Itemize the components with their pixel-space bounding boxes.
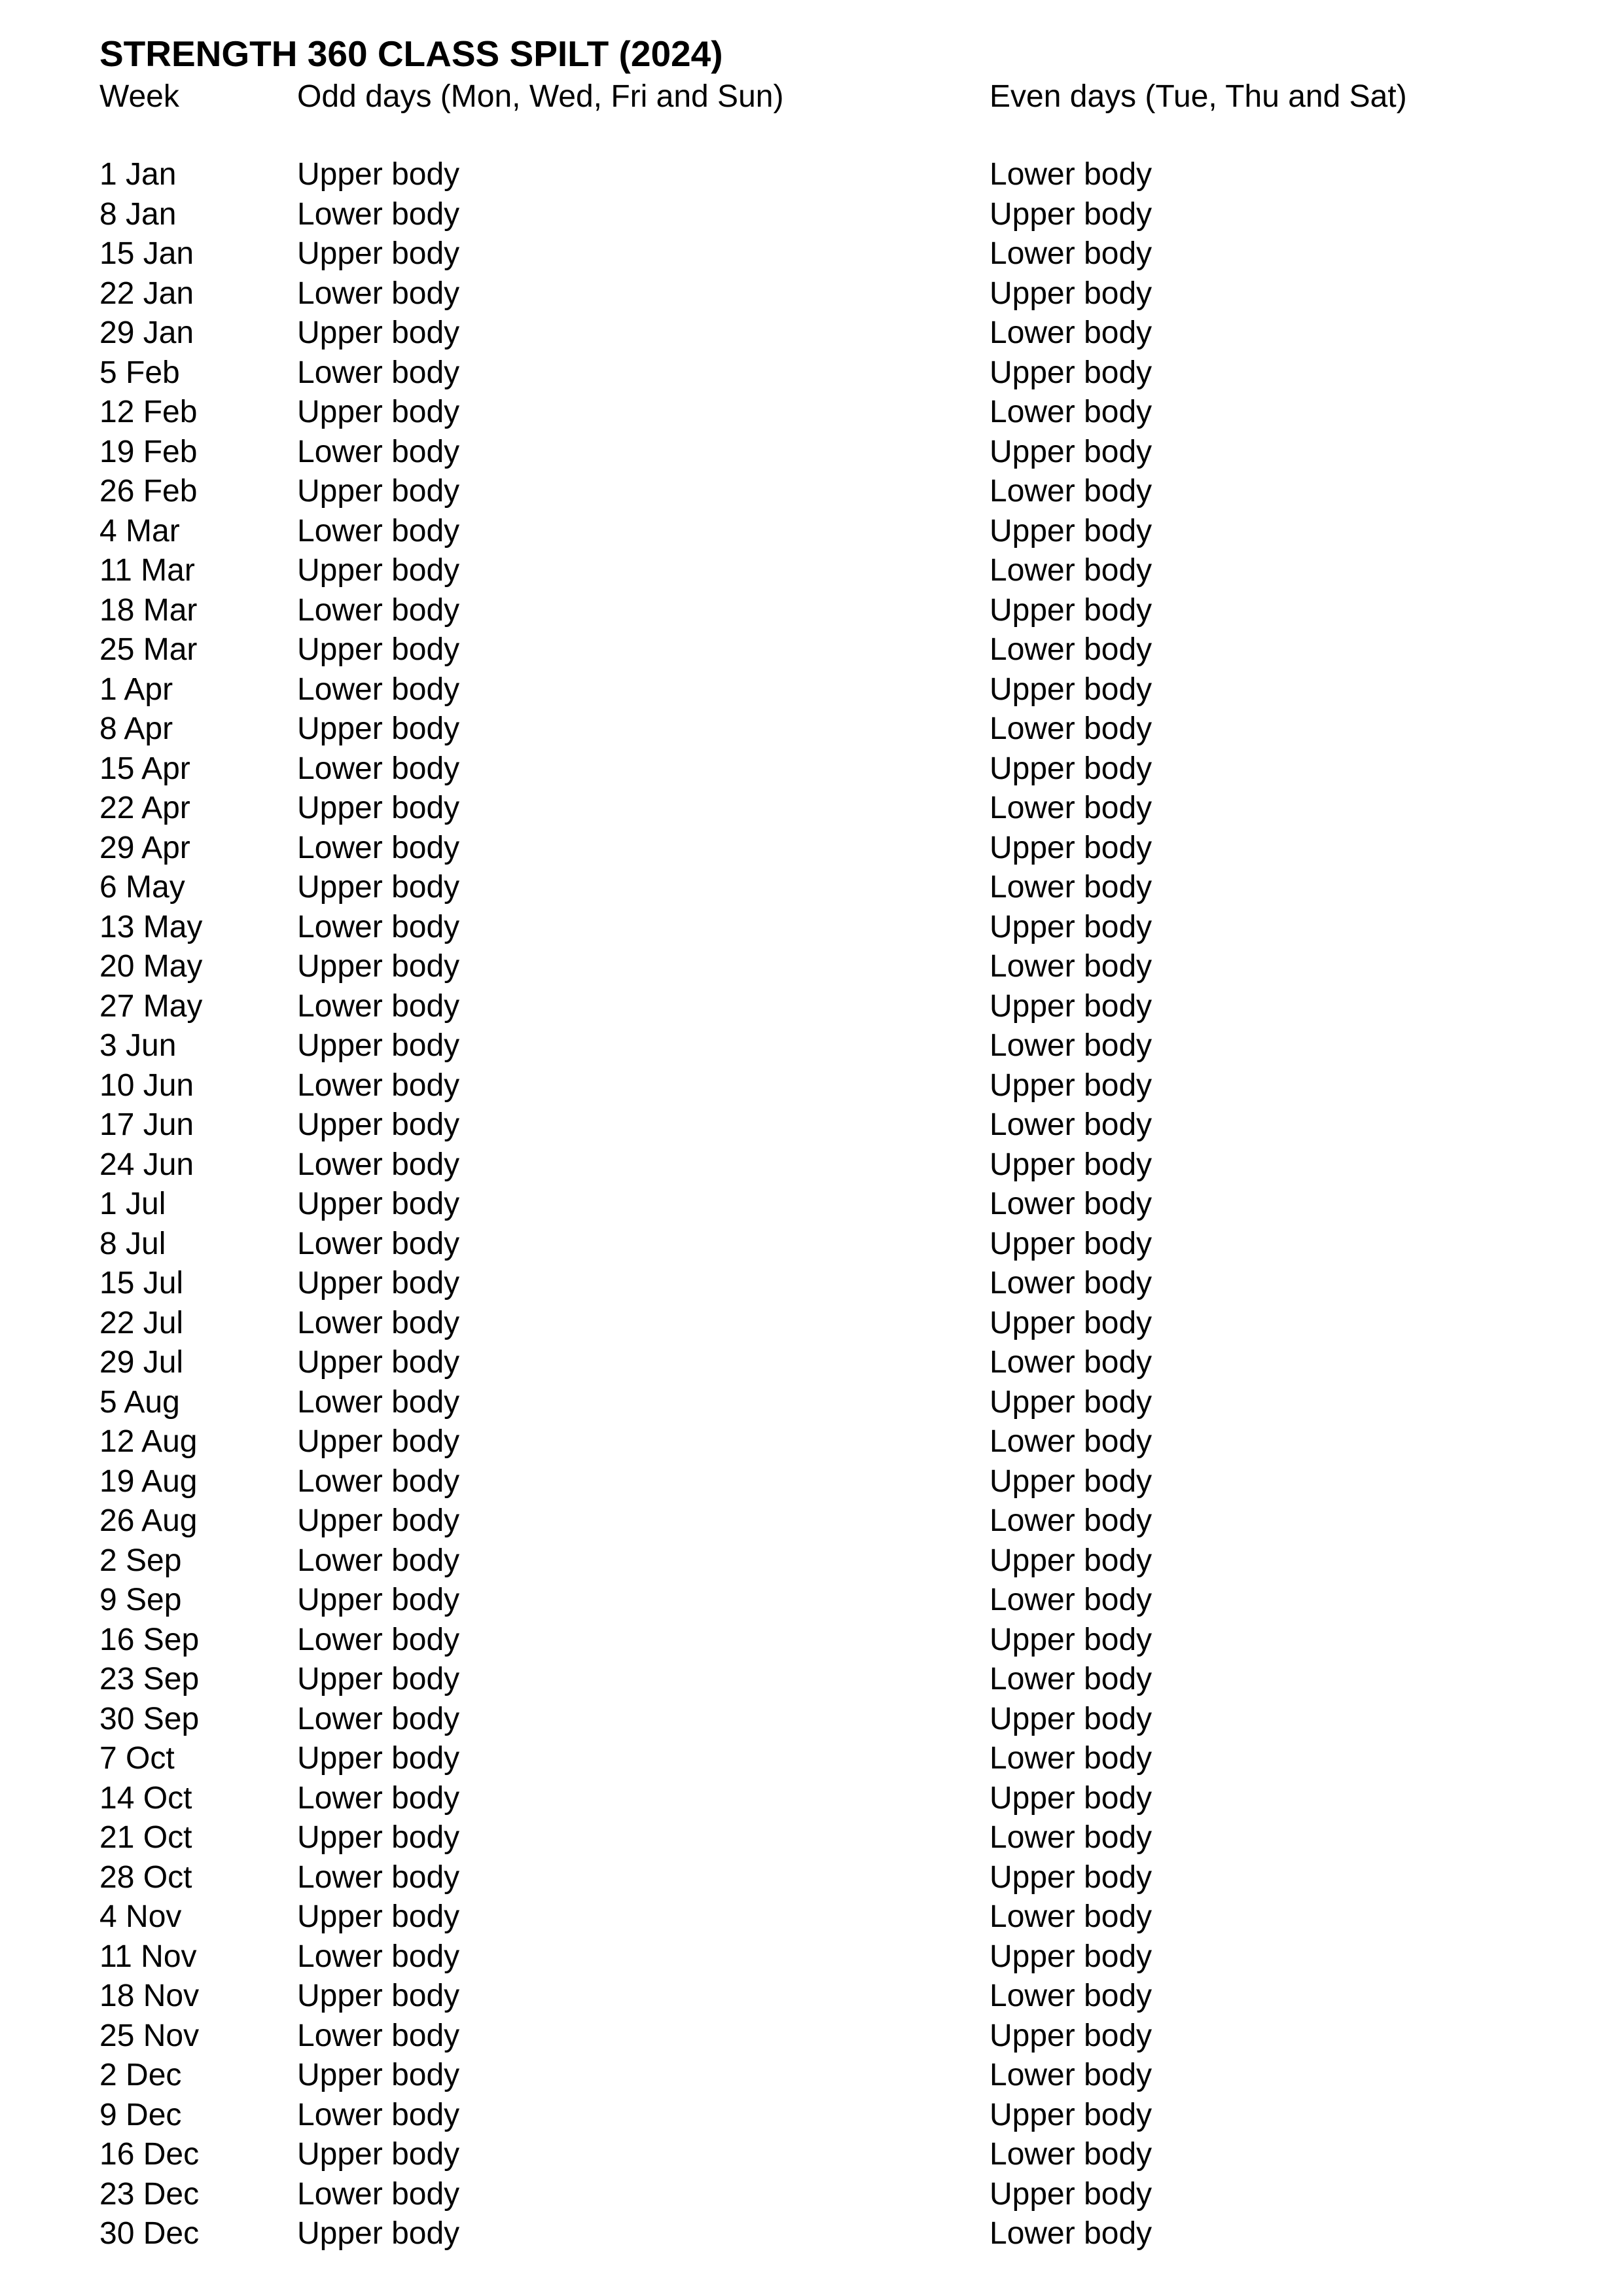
even-days-cell: Lower body <box>990 1741 1152 1776</box>
odd-days-cell: Upper body <box>297 395 460 429</box>
table-row <box>0 2017 1623 2056</box>
odd-days-cell: Upper body <box>297 157 460 192</box>
table-row <box>0 1066 1623 1106</box>
odd-days-cell: Upper body <box>297 1820 460 1855</box>
even-days-cell: Upper body <box>990 592 1152 628</box>
table-row <box>0 393 1623 433</box>
table-row <box>0 1700 1623 1740</box>
odd-days-cell: Lower body <box>297 672 460 707</box>
week-cell: 8 Apr <box>99 711 173 746</box>
week-cell: 2 Sep <box>99 1543 182 1578</box>
even-days-cell: Lower body <box>990 236 1152 271</box>
table-row <box>0 947 1623 987</box>
even-days-cell: Upper body <box>990 909 1152 944</box>
odd-days-cell: Lower body <box>297 2018 460 2053</box>
week-cell: 8 Jan <box>99 196 177 232</box>
schedule-table-body <box>0 155 1623 2254</box>
week-cell: 27 May <box>99 988 203 1024</box>
even-days-cell: Upper body <box>990 513 1152 548</box>
odd-days-cell: Lower body <box>297 2176 460 2212</box>
odd-days-cell: Lower body <box>297 1067 460 1103</box>
table-row <box>0 1462 1623 1502</box>
odd-days-cell: Lower body <box>297 1147 460 1182</box>
week-cell: 11 Mar <box>99 553 195 588</box>
week-cell: 9 Dec <box>99 2097 182 2132</box>
even-days-cell: Lower body <box>990 1503 1152 1538</box>
header-even-days: Even days (Tue, Thu and Sat) <box>990 79 1407 114</box>
odd-days-cell: Upper body <box>297 553 460 588</box>
odd-days-cell: Upper body <box>297 1424 460 1459</box>
odd-days-cell: Lower body <box>297 513 460 548</box>
odd-days-cell: Lower body <box>297 830 460 865</box>
odd-days-cell: Upper body <box>297 474 460 509</box>
odd-days-cell: Upper body <box>297 1741 460 1776</box>
table-row <box>0 1858 1623 1898</box>
table-row <box>0 1897 1623 1937</box>
table-row <box>0 1304 1623 1344</box>
table-row <box>0 1185 1623 1225</box>
week-cell: 26 Aug <box>99 1503 198 1538</box>
week-cell: 7 Oct <box>99 1741 175 1776</box>
even-days-cell: Upper body <box>990 1226 1152 1261</box>
table-row <box>0 2056 1623 2096</box>
table-row <box>0 1264 1623 1304</box>
table-row <box>0 1422 1623 1462</box>
even-days-cell: Lower body <box>990 949 1152 984</box>
odd-days-cell: Lower body <box>297 1226 460 1261</box>
odd-days-cell: Lower body <box>297 1305 460 1340</box>
week-cell: 2 Dec <box>99 2058 182 2092</box>
table-row <box>0 1937 1623 1977</box>
week-cell: 12 Feb <box>99 395 198 429</box>
even-days-cell: Upper body <box>990 434 1152 469</box>
week-cell: 1 Jul <box>99 1187 166 1221</box>
table-header <box>0 73 1623 120</box>
table-row <box>0 1977 1623 2017</box>
week-cell: 28 Oct <box>99 1859 192 1895</box>
week-cell: 20 May <box>99 949 203 984</box>
week-cell: 12 Aug <box>99 1424 198 1459</box>
odd-days-cell: Lower body <box>297 196 460 232</box>
even-days-cell: Upper body <box>990 1305 1152 1340</box>
odd-days-cell: Upper body <box>297 1503 460 1538</box>
even-days-cell: Lower body <box>990 791 1152 825</box>
table-row <box>0 789 1623 829</box>
odd-days-cell: Lower body <box>297 1622 460 1657</box>
even-days-cell: Upper body <box>990 196 1152 232</box>
even-days-cell: Lower body <box>990 1979 1152 2013</box>
even-days-cell: Lower body <box>990 632 1152 667</box>
week-cell: 10 Jun <box>99 1067 194 1103</box>
week-cell: 23 Sep <box>99 1662 200 1696</box>
header-odd-days: Odd days (Mon, Wed, Fri and Sun) <box>297 79 784 114</box>
odd-days-cell: Lower body <box>297 1939 460 1974</box>
header-week: Week <box>99 79 179 114</box>
table-row <box>0 749 1623 789</box>
table-row <box>0 2175 1623 2215</box>
week-cell: 16 Dec <box>99 2137 200 2172</box>
week-cell: 15 Jul <box>99 1266 184 1300</box>
table-row <box>0 274 1623 314</box>
table-row <box>0 353 1623 393</box>
table-row <box>0 1660 1623 1700</box>
table-row <box>0 1501 1623 1541</box>
table-row <box>0 1541 1623 1581</box>
odd-days-cell: Upper body <box>297 791 460 825</box>
odd-days-cell: Upper body <box>297 949 460 984</box>
week-cell: 3 Jun <box>99 1028 177 1063</box>
week-cell: 4 Mar <box>99 513 180 548</box>
even-days-cell: Lower body <box>990 553 1152 588</box>
table-row <box>0 314 1623 353</box>
even-days-cell: Lower body <box>990 1107 1152 1142</box>
table-row <box>0 195 1623 235</box>
even-days-cell: Lower body <box>990 1266 1152 1300</box>
odd-days-cell: Upper body <box>297 1662 460 1696</box>
odd-days-cell: Upper body <box>297 1583 460 1617</box>
week-cell: 30 Sep <box>99 1701 200 1736</box>
odd-days-cell: Lower body <box>297 751 460 786</box>
even-days-cell: Lower body <box>990 1345 1152 1380</box>
table-row <box>0 1105 1623 1145</box>
table-row <box>0 2214 1623 2254</box>
week-cell: 11 Nov <box>99 1939 197 1974</box>
week-cell: 22 Jan <box>99 276 194 311</box>
even-days-cell: Upper body <box>990 355 1152 390</box>
week-cell: 30 Dec <box>99 2216 200 2251</box>
even-days-cell: Upper body <box>990 1543 1152 1578</box>
even-days-cell: Lower body <box>990 870 1152 905</box>
week-cell: 13 May <box>99 909 203 944</box>
odd-days-cell: Lower body <box>297 355 460 390</box>
even-days-cell: Lower body <box>990 1820 1152 1855</box>
table-row <box>0 908 1623 948</box>
week-cell: 1 Jan <box>99 157 177 192</box>
odd-days-cell: Lower body <box>297 276 460 311</box>
table-row <box>0 829 1623 869</box>
week-cell: 19 Feb <box>99 434 198 469</box>
table-row <box>0 709 1623 749</box>
page-title: STRENGTH 360 CLASS SPILT (2024) <box>99 33 723 74</box>
week-cell: 18 Nov <box>99 1979 200 2013</box>
week-cell: 9 Sep <box>99 1583 182 1617</box>
even-days-cell: Lower body <box>990 1187 1152 1221</box>
table-row <box>0 1739 1623 1779</box>
table-row <box>0 2135 1623 2175</box>
odd-days-cell: Lower body <box>297 909 460 944</box>
week-cell: 16 Sep <box>99 1622 200 1657</box>
week-cell: 5 Aug <box>99 1384 180 1420</box>
week-cell: 29 Apr <box>99 830 190 865</box>
table-row <box>0 868 1623 908</box>
week-cell: 26 Feb <box>99 474 198 509</box>
week-cell: 22 Jul <box>99 1305 184 1340</box>
odd-days-cell: Lower body <box>297 592 460 628</box>
even-days-cell: Lower body <box>990 2058 1152 2092</box>
odd-days-cell: Upper body <box>297 1979 460 2013</box>
table-row <box>0 1383 1623 1423</box>
even-days-cell: Upper body <box>990 1067 1152 1103</box>
even-days-cell: Upper body <box>990 1859 1152 1895</box>
even-days-cell: Upper body <box>990 672 1152 707</box>
even-days-cell: Upper body <box>990 1780 1152 1816</box>
table-row <box>0 1026 1623 1066</box>
odd-days-cell: Upper body <box>297 2216 460 2251</box>
week-cell: 22 Apr <box>99 791 190 825</box>
even-days-cell: Lower body <box>990 2216 1152 2251</box>
week-cell: 17 Jun <box>99 1107 194 1142</box>
week-cell: 23 Dec <box>99 2176 200 2212</box>
table-row <box>0 670 1623 710</box>
odd-days-cell: Lower body <box>297 1463 460 1499</box>
odd-days-cell: Upper body <box>297 1028 460 1063</box>
table-row <box>0 234 1623 274</box>
week-cell: 25 Nov <box>99 2018 200 2053</box>
odd-days-cell: Lower body <box>297 434 460 469</box>
week-cell: 14 Oct <box>99 1780 192 1816</box>
table-row <box>0 155 1623 195</box>
even-days-cell: Upper body <box>990 276 1152 311</box>
table-row <box>0 1581 1623 1621</box>
odd-days-cell: Upper body <box>297 315 460 350</box>
even-days-cell: Upper body <box>990 1701 1152 1736</box>
odd-days-cell: Upper body <box>297 1345 460 1380</box>
odd-days-cell: Upper body <box>297 236 460 271</box>
odd-days-cell: Lower body <box>297 1780 460 1816</box>
even-days-cell: Upper body <box>990 830 1152 865</box>
table-row <box>0 472 1623 512</box>
even-days-cell: Upper body <box>990 1939 1152 1974</box>
week-cell: 29 Jan <box>99 315 194 350</box>
table-row <box>0 1343 1623 1383</box>
week-cell: 19 Aug <box>99 1463 198 1499</box>
even-days-cell: Lower body <box>990 474 1152 509</box>
even-days-cell: Lower body <box>990 1583 1152 1617</box>
odd-days-cell: Lower body <box>297 1384 460 1420</box>
week-cell: 29 Jul <box>99 1345 184 1380</box>
table-row <box>0 1145 1623 1185</box>
table-row <box>0 512 1623 552</box>
odd-days-cell: Upper body <box>297 1107 460 1142</box>
odd-days-cell: Lower body <box>297 2097 460 2132</box>
table-row <box>0 1779 1623 1819</box>
week-cell: 18 Mar <box>99 592 198 628</box>
even-days-cell: Upper body <box>990 1622 1152 1657</box>
odd-days-cell: Upper body <box>297 632 460 667</box>
table-row <box>0 630 1623 670</box>
table-row <box>0 433 1623 473</box>
even-days-cell: Upper body <box>990 988 1152 1024</box>
week-cell: 4 Nov <box>99 1899 182 1934</box>
even-days-cell: Lower body <box>990 315 1152 350</box>
even-days-cell: Lower body <box>990 1424 1152 1459</box>
even-days-cell: Lower body <box>990 711 1152 746</box>
week-cell: 25 Mar <box>99 632 198 667</box>
even-days-cell: Upper body <box>990 1147 1152 1182</box>
week-cell: 24 Jun <box>99 1147 194 1182</box>
even-days-cell: Lower body <box>990 2137 1152 2172</box>
even-days-cell: Upper body <box>990 1463 1152 1499</box>
even-days-cell: Lower body <box>990 1899 1152 1934</box>
week-cell: 6 May <box>99 870 185 905</box>
odd-days-cell: Upper body <box>297 1187 460 1221</box>
week-cell: 1 Apr <box>99 672 173 707</box>
table-row <box>0 551 1623 591</box>
odd-days-cell: Upper body <box>297 2058 460 2092</box>
table-row <box>0 591 1623 631</box>
even-days-cell: Upper body <box>990 2176 1152 2212</box>
table-row <box>0 1621 1623 1660</box>
even-days-cell: Lower body <box>990 157 1152 192</box>
odd-days-cell: Upper body <box>297 2137 460 2172</box>
table-row <box>0 987 1623 1027</box>
even-days-cell: Upper body <box>990 2097 1152 2132</box>
table-row <box>0 1818 1623 1858</box>
odd-days-cell: Lower body <box>297 1859 460 1895</box>
week-cell: 8 Jul <box>99 1226 166 1261</box>
table-row <box>0 1225 1623 1265</box>
odd-days-cell: Upper body <box>297 1266 460 1300</box>
table-row <box>0 2096 1623 2136</box>
even-days-cell: Lower body <box>990 1028 1152 1063</box>
even-days-cell: Upper body <box>990 1384 1152 1420</box>
odd-days-cell: Lower body <box>297 1701 460 1736</box>
week-cell: 15 Jan <box>99 236 194 271</box>
even-days-cell: Upper body <box>990 751 1152 786</box>
odd-days-cell: Upper body <box>297 1899 460 1934</box>
week-cell: 5 Feb <box>99 355 180 390</box>
odd-days-cell: Lower body <box>297 1543 460 1578</box>
odd-days-cell: Upper body <box>297 870 460 905</box>
even-days-cell: Upper body <box>990 2018 1152 2053</box>
week-cell: 21 Oct <box>99 1820 192 1855</box>
even-days-cell: Lower body <box>990 395 1152 429</box>
odd-days-cell: Lower body <box>297 988 460 1024</box>
even-days-cell: Lower body <box>990 1662 1152 1696</box>
odd-days-cell: Upper body <box>297 711 460 746</box>
week-cell: 15 Apr <box>99 751 190 786</box>
